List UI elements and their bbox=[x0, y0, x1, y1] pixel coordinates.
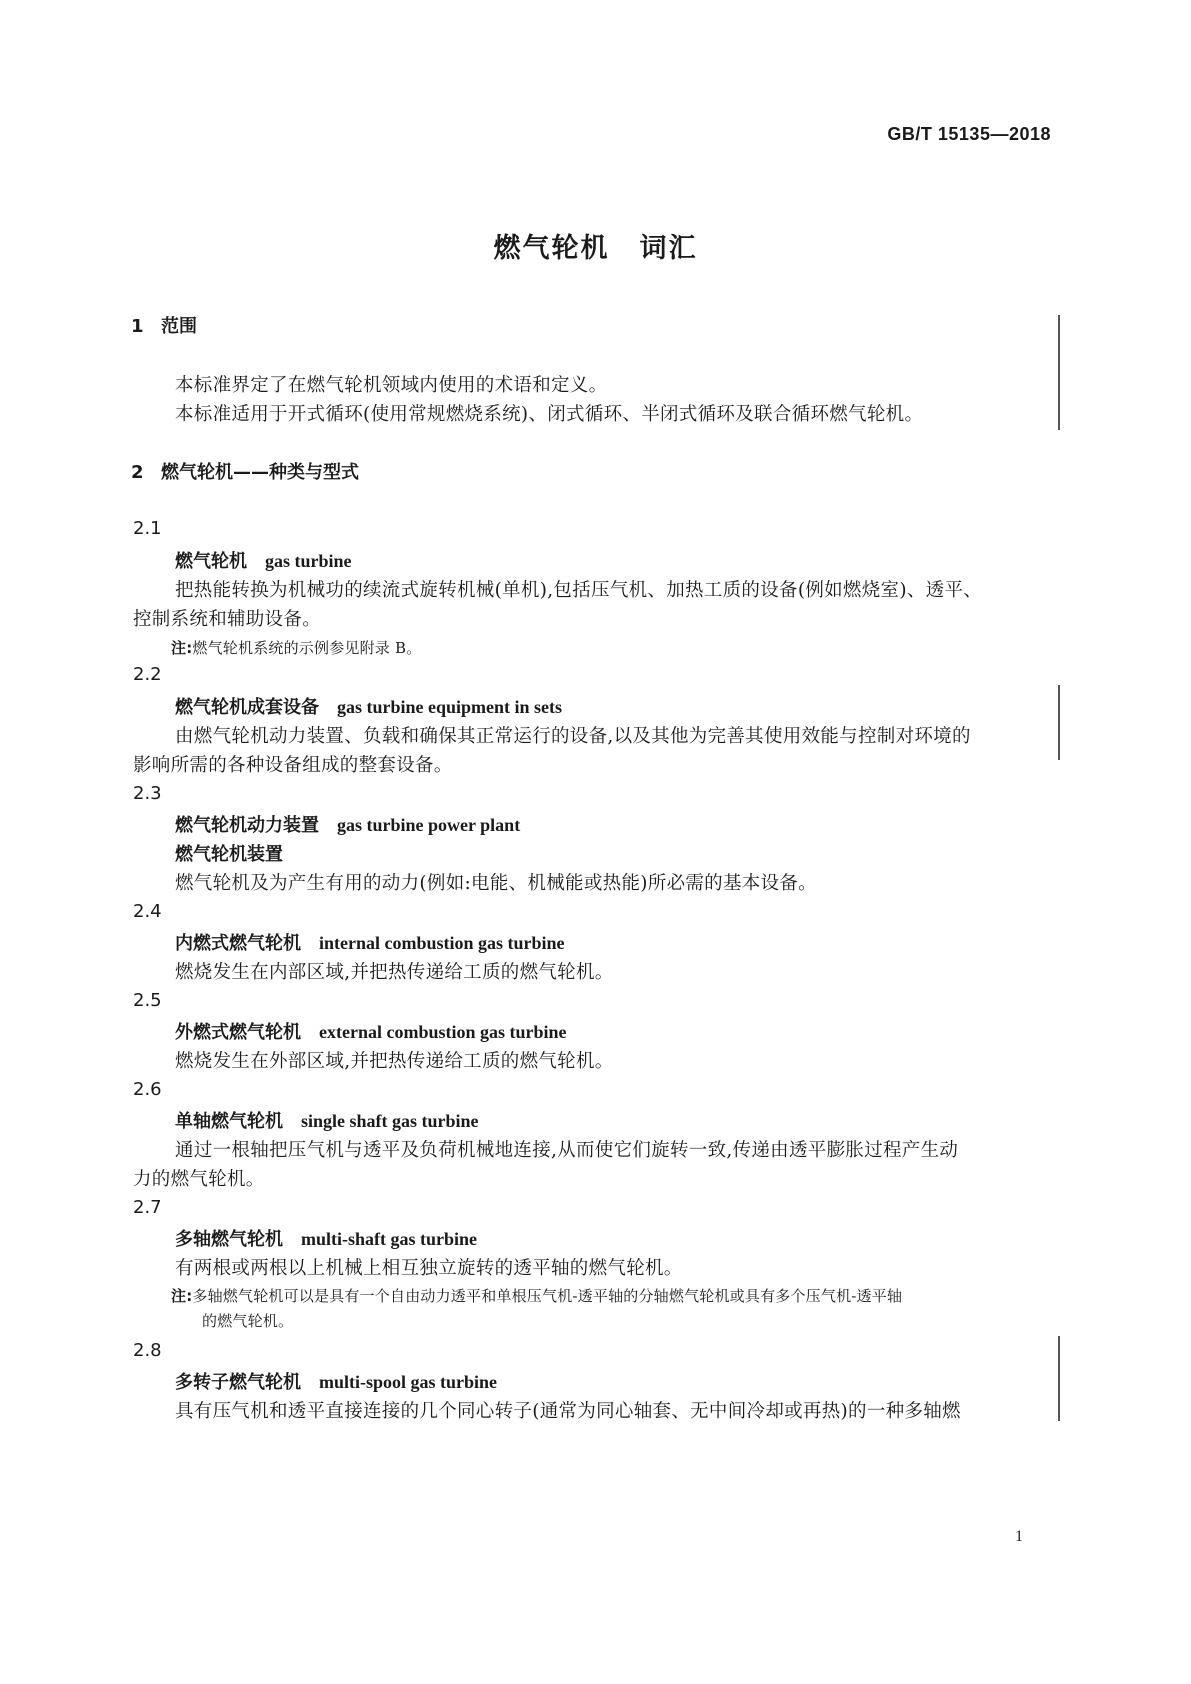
entry-number: 2.8 bbox=[133, 1340, 162, 1361]
term-heading bbox=[175, 1368, 497, 1394]
entry-number: 2.5 bbox=[133, 990, 162, 1011]
note bbox=[171, 1285, 902, 1306]
note-label: 注: bbox=[171, 639, 193, 657]
term-heading bbox=[175, 811, 520, 837]
revision-bar-2 bbox=[1058, 685, 1060, 760]
revision-bar-3 bbox=[1058, 1336, 1060, 1421]
term-heading bbox=[175, 547, 352, 573]
term-en: single shaft gas turbine bbox=[301, 1111, 479, 1131]
definition-line: 有两根或两根以上机械上相互独立旋转的透平轴的燃气轮机。 bbox=[175, 1258, 683, 1279]
term-zh: 多转子燃气轮机 bbox=[175, 1372, 301, 1393]
term-zh: 内燃式燃气轮机 bbox=[175, 933, 301, 954]
section-2-heading bbox=[131, 458, 359, 484]
term-en: gas turbine equipment in sets bbox=[337, 697, 563, 717]
entry-number: 2.1 bbox=[133, 518, 162, 539]
note-continuation: 的燃气轮机。 bbox=[202, 1312, 294, 1330]
term-zh: 单轴燃气轮机 bbox=[175, 1111, 283, 1132]
term-heading bbox=[175, 693, 562, 719]
term-heading bbox=[175, 1225, 477, 1251]
definition-line: 具有压气机和透平直接连接的几个同心转子(通常为同心轴套、无中间冷却或再热)的一种多轴燃 bbox=[175, 1401, 961, 1422]
title-part-2: 词汇 bbox=[639, 233, 698, 264]
definition-line: 由燃气轮机动力装置、负载和确保其正常运行的设备,以及其他为完善其使用效能与控制对环境的 bbox=[175, 726, 971, 747]
term-heading bbox=[175, 1107, 479, 1133]
term-zh: 燃气轮机成套设备 bbox=[175, 697, 319, 718]
section-1-paragraph-2: 本标准适用于开式循环(使用常规燃烧系统)、闭式循环、半闭式循环及联合循环燃气轮机。 bbox=[175, 404, 924, 425]
term-zh: 外燃式燃气轮机 bbox=[175, 1022, 301, 1043]
definition-line: 燃气轮机及为产生有用的动力(例如:电能、机械能或热能)所必需的基本设备。 bbox=[175, 873, 817, 894]
term-heading bbox=[175, 1018, 567, 1044]
definition-line: 燃烧发生在外部区域,并把热传递给工质的燃气轮机。 bbox=[175, 1051, 614, 1072]
revision-bar-1 bbox=[1058, 315, 1060, 430]
alternative-term bbox=[175, 840, 283, 866]
section-1-title: 范围 bbox=[161, 316, 197, 337]
definition-line: 控制系统和辅助设备。 bbox=[133, 609, 322, 630]
document-title bbox=[0, 226, 1191, 265]
section-2-number: 2 bbox=[131, 462, 144, 483]
term-zh: 多轴燃气轮机 bbox=[175, 1229, 283, 1250]
note-text: 多轴燃气轮机可以是具有一个自由动力透平和单根压气机-透平轴的分轴燃气轮机或具有多个压气机-透平轴 bbox=[192, 1287, 903, 1305]
definition-line: 燃烧发生在内部区域,并把热传递给工质的燃气轮机。 bbox=[175, 962, 614, 983]
term-en: gas turbine bbox=[265, 551, 352, 571]
entry-number: 2.3 bbox=[133, 783, 162, 804]
definition-line: 力的燃气轮机。 bbox=[133, 1169, 265, 1190]
term-en: multi-shaft gas turbine bbox=[301, 1229, 478, 1249]
term-heading bbox=[175, 929, 565, 955]
entry-number: 2.7 bbox=[133, 1197, 162, 1218]
note-text: 燃气轮机系统的示例参见附录 B。 bbox=[192, 639, 422, 657]
note-label: 注: bbox=[171, 1287, 193, 1305]
note bbox=[171, 637, 421, 658]
section-1-number: 1 bbox=[131, 316, 144, 337]
definition-line: 通过一根轴把压气机与透平及负荷机械地连接,从而使它们旋转一致,传递由透平膨胀过程产生动 bbox=[175, 1140, 959, 1161]
definition-line: 影响所需的各种设备组成的整套设备。 bbox=[133, 755, 453, 776]
standard-code: GB/T 15135—2018 bbox=[887, 124, 1051, 144]
entry-number: 2.4 bbox=[133, 901, 162, 922]
term-en: gas turbine power plant bbox=[337, 815, 521, 835]
term-zh: 燃气轮机 bbox=[175, 551, 247, 572]
term-en: external combustion gas turbine bbox=[319, 1022, 567, 1042]
page-number: 1 bbox=[1015, 1528, 1023, 1545]
section-2-title: 燃气轮机——种类与型式 bbox=[161, 462, 359, 483]
section-1-heading bbox=[131, 312, 197, 338]
entry-number: 2.2 bbox=[133, 664, 162, 685]
entry-number: 2.6 bbox=[133, 1079, 162, 1100]
term-zh-alt: 燃气轮机装置 bbox=[175, 844, 283, 865]
title-part-1: 燃气轮机 bbox=[493, 233, 610, 264]
term-zh: 燃气轮机动力装置 bbox=[175, 815, 319, 836]
definition-line: 把热能转换为机械功的续流式旋转机械(单机),包括压气机、加热工质的设备(例如燃烧室)、透平、 bbox=[175, 580, 983, 601]
term-en: multi-spool gas turbine bbox=[319, 1372, 498, 1392]
section-1-paragraph-1: 本标准界定了在燃气轮机领域内使用的术语和定义。 bbox=[175, 375, 608, 396]
term-en: internal combustion gas turbine bbox=[319, 933, 565, 953]
